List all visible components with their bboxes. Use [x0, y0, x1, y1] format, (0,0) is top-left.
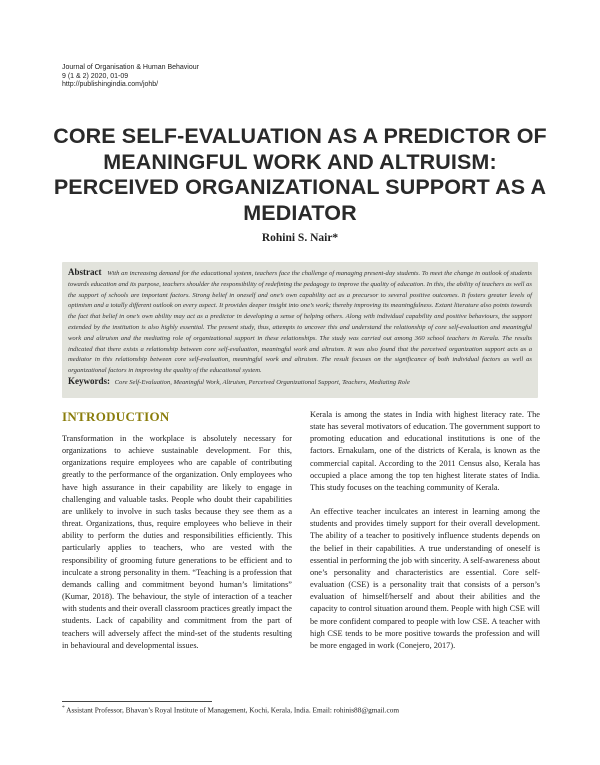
- abstract: [68, 267, 532, 377]
- body-column-left: [62, 433, 292, 652]
- paragraph: An effective teacher inculcates an interest in learning among the students and provides timely support for their overall development. The ability of a teacher to positively influence students depends on the belief in their capabilities. A true understanding of oneself is essential in performing the job with sincerity. A self-awareness about one’s personality and characteristics are essential. Core self-evaluation (CSE) is a personality trait that consists of a person’s evaluation of himself/herself and about their abilities and the capacity to control situation around them. People with high CSE will be more confident compared to people with low CSE. A teacher with high CSE tends to be more positive towards the profession and will be more engaged in work (Conejero, 2017).: [310, 507, 540, 650]
- footnote: [62, 704, 538, 714]
- journal-info: [62, 64, 199, 90]
- abstract-box: [62, 262, 538, 398]
- paragraph: Transformation in the workplace is absolutely necessary for organizations to achieve sustainable development. For this, organizations require employees who are capable of contributing greatly to the performance of the organization. Only employees who have high assurance in their capability are likely to engage in challenging and valuable tasks. People who doubt their capabilities are unlikely to involve in such tasks because they see them as a threat. Organizations, thus, require employees who believe in their ability to perform the duties and responsibilities efficiently. This particularly applies to teachers, who are vested with the responsibility of grooming future generations to be efficient and to inculcate a strong personality in them. “Teaching is a profession that demands calling and commitment beyond human’s limitations” (Kumar, 2018). The behaviour, the style of interaction of a teacher with students and their overall classroom practices greatly impact the students. Lack of capability and commitment from the part of teachers will adversely affect the mind-set of the students resulting in behavioural and developmental issues.: [62, 434, 292, 650]
- section-heading-introduction: INTRODUCTION: [62, 409, 170, 424]
- abstract-label: Abstract: [68, 267, 102, 277]
- body-column-right: [310, 409, 540, 652]
- abstract-text: With an increasing demand for the educational system, teachers face the challenge of managing present-day students. To meet the change in outlook of students towards education and its purpose, teachers shoulder the responsibility of redefining the pedagogy to improve the quality of education. In this, the ability of teachers as well as the support of schools are important factors. Strong belief in oneself and one’s own capability act as a precursor to several positive outcomes. It fosters greater levels of optimism and a totally different outlook on every aspect. It provides deeper insight into one’s work; thereby improving its meaningfulness. Extant literature also points towards the fact that belief in one’s own ability may act as a predictor in developing a sense of helping others. Along with individual capability and positive behaviours, the support extended by the institution is also highly essential. The present study, thus, attempts to uncover this and understand the relationship of core self-evaluation and meaningful work and altruism and the mediating role of organizational support in these relationships. The study was carried out among 360 school teachers in Kerala. The results indicated that there exists a relationship between core self-evaluation, meaningful work and altruism. It was also found that the perceived organization support acts as a mediator in this relationship between core self-evaluation, meaningful work and altruism. The result focuses on the significance of both individual factors as well as organizational factors in improving the quality of the educational system.: [68, 270, 532, 375]
- journal-name: Journal of Organisation & Human Behaviour: [62, 64, 199, 71]
- author-name: Rohini S. Nair*: [261, 232, 339, 244]
- footnote-divider: [62, 701, 212, 702]
- keywords-text: Core Self-Evaluation, Meaningful Work, Altruism, Perceived Organizational Support, Teachers, Mediating Role: [114, 379, 410, 386]
- journal-issue: 9 (1 & 2) 2020, 01-09: [62, 72, 129, 80]
- journal-url[interactable]: http://publishingindia.com/johb/: [62, 81, 159, 89]
- article-title: CORE SELF-EVALUATION AS A PREDICTOR OF MEANINGFUL WORK AND ALTRUISM: PERCEIVED ORGANIZATIONAL SUPPORT AS A MEDIATOR: [53, 124, 547, 225]
- footnote-text: Assistant Professor, Bhavan’s Royal Institute of Management, Kochi, Kerala, India. Email: rohinis88@gmail.com: [66, 705, 400, 715]
- keywords: [68, 376, 532, 388]
- footnote-marker: *: [62, 705, 65, 711]
- keywords-label: Keywords:: [68, 376, 110, 386]
- paragraph: Kerala is among the states in India with highest literacy rate. The state has several motivators of education. The government support to promoting education and educational institutions is one of the factors. Ernakulam, one of the districts of Kerala, is known as the commercial capital. According to the 2011 Census also, Kerala has occupied a place among the top ten highest literate states of India. This study focuses on the teaching community of Kerala.: [310, 410, 540, 492]
